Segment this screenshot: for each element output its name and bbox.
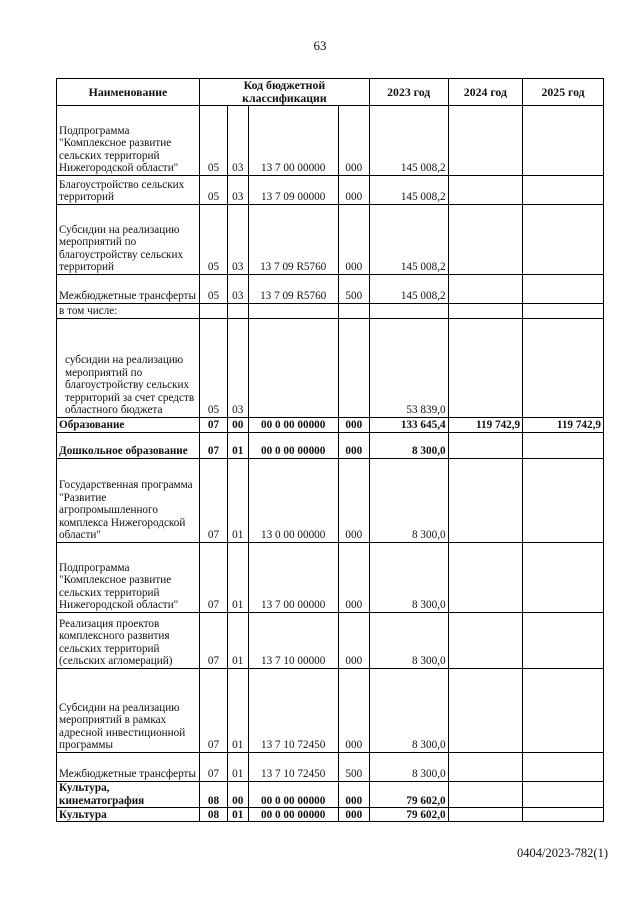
cell-name: в том числе: xyxy=(57,304,200,319)
cell-p: 01 xyxy=(227,459,248,543)
cell-r: 07 xyxy=(199,433,227,459)
table-row xyxy=(57,205,604,275)
cell-vr: 000 xyxy=(338,433,369,459)
cell-y2025 xyxy=(523,808,604,822)
cell-r: 05 xyxy=(199,275,227,304)
table-row xyxy=(57,782,604,808)
cell-p: 01 xyxy=(227,613,248,669)
cell-vr: 000 xyxy=(338,543,369,613)
cell-name: Субсидии на реализацию мероприятий в рамках адресной инвестиционной программы xyxy=(57,669,200,753)
cell-y2023: 145 008,2 xyxy=(369,176,448,205)
header-2024: 2024 год xyxy=(448,79,523,106)
cell-csr: 00 0 00 00000 xyxy=(248,808,338,822)
cell-name: Культура, кинематография xyxy=(57,782,200,808)
cell-name: Реализация проектов комплексного развития сельских территорий (сельских агломераций) xyxy=(57,613,200,669)
cell-name: Культура xyxy=(57,808,200,822)
cell-y2024 xyxy=(448,669,523,753)
cell-y2024 xyxy=(448,106,523,176)
cell-y2023: 145 008,2 xyxy=(369,205,448,275)
cell-csr: 13 7 10 72450 xyxy=(248,669,338,753)
table-row xyxy=(57,176,604,205)
table-row xyxy=(57,543,604,613)
cell-csr: 13 0 00 00000 xyxy=(248,459,338,543)
cell-r: 05 xyxy=(199,106,227,176)
cell-vr: 000 xyxy=(338,418,369,433)
table-row xyxy=(57,275,604,304)
cell-y2025 xyxy=(523,782,604,808)
cell-name: Благоустройство сельских территорий xyxy=(57,176,200,205)
header-code: Код бюджетной классификации xyxy=(199,79,369,106)
table-body xyxy=(57,106,604,822)
cell-csr: 13 7 10 00000 xyxy=(248,613,338,669)
cell-vr xyxy=(338,319,369,418)
cell-name: субсидии на реализацию мероприятий по благоустройству сельских территорий за счет средств областного бюджета xyxy=(57,319,200,418)
cell-y2025 xyxy=(523,613,604,669)
cell-p: 00 xyxy=(227,418,248,433)
table-row xyxy=(57,106,604,176)
cell-name: Подпрограмма "Комплексное развитие сельских территорий Нижегородской области" xyxy=(57,543,200,613)
cell-vr: 000 xyxy=(338,669,369,753)
cell-y2024 xyxy=(448,205,523,275)
cell-y2024 xyxy=(448,782,523,808)
cell-vr: 000 xyxy=(338,459,369,543)
cell-y2023: 8 300,0 xyxy=(369,433,448,459)
table-row xyxy=(57,808,604,822)
cell-p xyxy=(227,304,248,319)
cell-y2023: 8 300,0 xyxy=(369,613,448,669)
cell-p: 01 xyxy=(227,669,248,753)
cell-r: 07 xyxy=(199,753,227,782)
cell-csr: 13 7 09 R5760 xyxy=(248,275,338,304)
cell-vr: 500 xyxy=(338,753,369,782)
cell-csr xyxy=(248,319,338,418)
cell-p: 01 xyxy=(227,753,248,782)
document-code: 0404/2023-782(1) xyxy=(517,846,608,860)
table-row xyxy=(57,459,604,543)
header-2025: 2025 год xyxy=(523,79,604,106)
cell-r xyxy=(199,304,227,319)
cell-y2023: 145 008,2 xyxy=(369,106,448,176)
table-row xyxy=(57,669,604,753)
cell-p: 01 xyxy=(227,808,248,822)
cell-r: 05 xyxy=(199,176,227,205)
cell-p: 03 xyxy=(227,319,248,418)
cell-y2024 xyxy=(448,753,523,782)
cell-y2024 xyxy=(448,176,523,205)
cell-csr: 00 0 00 00000 xyxy=(248,433,338,459)
table-row xyxy=(57,304,604,319)
cell-y2024 xyxy=(448,459,523,543)
cell-p: 03 xyxy=(227,205,248,275)
cell-vr: 000 xyxy=(338,782,369,808)
cell-y2025: 119 742,9 xyxy=(523,418,604,433)
cell-y2023: 79 602,0 xyxy=(369,808,448,822)
cell-y2025 xyxy=(523,319,604,418)
cell-vr: 000 xyxy=(338,205,369,275)
cell-y2025 xyxy=(523,205,604,275)
cell-y2025 xyxy=(523,176,604,205)
cell-y2023: 53 839,0 xyxy=(369,319,448,418)
table-header-row xyxy=(57,79,604,106)
cell-y2025 xyxy=(523,543,604,613)
table-row xyxy=(57,613,604,669)
cell-csr: 13 7 09 R5760 xyxy=(248,205,338,275)
cell-y2023: 79 602,0 xyxy=(369,782,448,808)
cell-vr: 000 xyxy=(338,176,369,205)
cell-y2025 xyxy=(523,459,604,543)
cell-y2024: 119 742,9 xyxy=(448,418,523,433)
cell-name: Межбюджетные трансферты xyxy=(57,275,200,304)
cell-vr: 000 xyxy=(338,106,369,176)
table-row xyxy=(57,433,604,459)
page-number: 63 xyxy=(313,38,327,53)
cell-name: Подпрограмма "Комплексное развитие сельских территорий Нижегородской области" xyxy=(57,106,200,176)
cell-vr: 000 xyxy=(338,613,369,669)
cell-y2023: 8 300,0 xyxy=(369,753,448,782)
cell-y2024 xyxy=(448,275,523,304)
cell-name: Образование xyxy=(57,418,200,433)
cell-name: Государственная программа "Развитие агропромышленного комплекса Нижегородской области" xyxy=(57,459,200,543)
cell-y2024 xyxy=(448,808,523,822)
cell-y2024 xyxy=(448,543,523,613)
budget-table xyxy=(56,78,604,822)
cell-r: 08 xyxy=(199,808,227,822)
cell-r: 07 xyxy=(199,669,227,753)
cell-y2025 xyxy=(523,304,604,319)
header-2023: 2023 год xyxy=(369,79,448,106)
cell-r: 07 xyxy=(199,613,227,669)
cell-p: 03 xyxy=(227,176,248,205)
cell-r: 05 xyxy=(199,319,227,418)
cell-name: Субсидии на реализацию мероприятий по благоустройству сельских территорий xyxy=(57,205,200,275)
cell-y2024 xyxy=(448,304,523,319)
cell-csr: 13 7 10 72450 xyxy=(248,753,338,782)
cell-r: 07 xyxy=(199,459,227,543)
cell-p: 03 xyxy=(227,106,248,176)
cell-r: 07 xyxy=(199,543,227,613)
cell-csr: 13 7 09 00000 xyxy=(248,176,338,205)
cell-y2025 xyxy=(523,275,604,304)
cell-p: 03 xyxy=(227,275,248,304)
cell-y2025 xyxy=(523,106,604,176)
cell-y2025 xyxy=(523,669,604,753)
cell-name: Дошкольное образование xyxy=(57,433,200,459)
cell-csr: 13 7 00 00000 xyxy=(248,543,338,613)
cell-csr: 13 7 00 00000 xyxy=(248,106,338,176)
cell-y2024 xyxy=(448,613,523,669)
cell-y2024 xyxy=(448,433,523,459)
cell-y2023: 8 300,0 xyxy=(369,459,448,543)
header-name: Наименование xyxy=(57,79,200,106)
cell-p: 00 xyxy=(227,782,248,808)
cell-y2024 xyxy=(448,319,523,418)
cell-y2023: 8 300,0 xyxy=(369,669,448,753)
cell-r: 07 xyxy=(199,418,227,433)
cell-y2025 xyxy=(523,433,604,459)
cell-csr: 00 0 00 00000 xyxy=(248,782,338,808)
cell-vr: 500 xyxy=(338,275,369,304)
table-row xyxy=(57,753,604,782)
cell-r: 08 xyxy=(199,782,227,808)
table-row xyxy=(57,319,604,418)
table-row xyxy=(57,418,604,433)
cell-p: 01 xyxy=(227,543,248,613)
cell-vr xyxy=(338,304,369,319)
cell-csr xyxy=(248,304,338,319)
cell-y2023 xyxy=(369,304,448,319)
cell-name: Межбюджетные трансферты xyxy=(57,753,200,782)
cell-csr: 00 0 00 00000 xyxy=(248,418,338,433)
cell-vr: 000 xyxy=(338,808,369,822)
cell-y2023: 8 300,0 xyxy=(369,543,448,613)
cell-y2023: 133 645,4 xyxy=(369,418,448,433)
cell-p: 01 xyxy=(227,433,248,459)
cell-y2023: 145 008,2 xyxy=(369,275,448,304)
cell-y2025 xyxy=(523,753,604,782)
cell-r: 05 xyxy=(199,205,227,275)
